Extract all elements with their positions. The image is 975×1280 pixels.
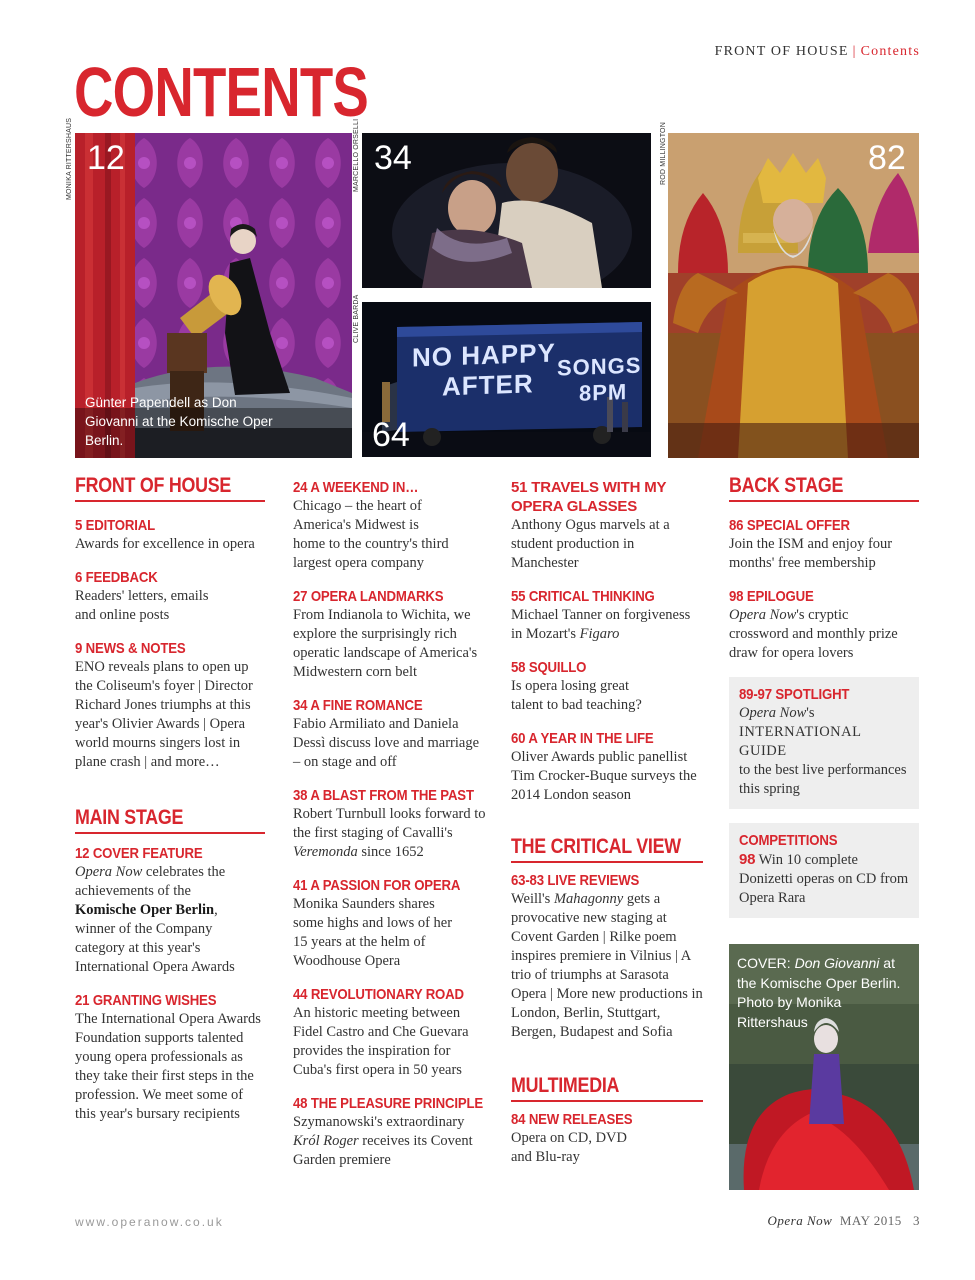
text: Weill's — [511, 891, 554, 907]
italic-text: Don Giovanni — [794, 955, 880, 971]
item-heading: 48 THE PLEASURE PRINCIPLE — [293, 1095, 483, 1112]
item-description — [511, 606, 703, 644]
item-description — [75, 863, 250, 977]
photo-12[interactable] — [75, 133, 352, 458]
column-1 — [75, 474, 265, 1124]
text: Michael Tanner on forgiveness in Mozart's — [511, 607, 691, 642]
item-heading: 24 A WEEKEND IN… — [293, 479, 419, 496]
photo-12-page-number: 12 — [87, 139, 125, 177]
item-heading: 63-83 LIVE REVIEWS — [511, 872, 640, 889]
page-number: 3 — [913, 1213, 920, 1228]
italic-text: Opera Now — [75, 864, 143, 880]
truck-sign-line-3: SONGS — [557, 352, 642, 381]
item-description: ENO reveals plans to open up the Coliseum's foyer | Director Richard Jones triumphs at this year's Olivier Awards | Opera world mourns singers lost in plane crash | and more… — [75, 659, 253, 770]
text: to the best live performances this spring — [739, 762, 907, 797]
item-new-releases[interactable] — [511, 1110, 703, 1167]
section-heading-multimedia: MULTIMEDIA — [511, 1074, 703, 1102]
item-heading: 12 COVER FEATURE — [75, 845, 203, 862]
item-description: Is opera losing great talent to bad teaching? — [511, 678, 642, 713]
page-number: 98 — [739, 851, 756, 868]
italic-text: Veremonda — [293, 844, 358, 860]
italic-text: Mahagonny — [553, 891, 624, 907]
item-pleasure-principle[interactable] — [293, 1094, 488, 1170]
item-description: Monika Saunders shares some highs and lows of her 15 years at the helm of Woodhouse Opera — [293, 896, 453, 969]
photo-credit-12: MONIKA RITTERSHAUS — [66, 117, 73, 200]
item-year-in-life[interactable] — [511, 729, 703, 805]
section-heading-main-stage: MAIN STAGE — [75, 806, 265, 834]
truck-sign-line-1: NO HAPPY — [412, 337, 556, 373]
item-special-offer[interactable] — [729, 516, 919, 573]
item-description: Chicago – the heart of America's Midwest is home to the country's third largest opera company — [293, 498, 449, 571]
item-passion-for-opera[interactable] — [293, 876, 488, 971]
text: celebrates the achievements of the — [75, 864, 226, 899]
item-travels[interactable] — [511, 478, 703, 573]
item-feedback[interactable] — [75, 568, 265, 625]
item-heading: 84 NEW RELEASES — [511, 1111, 633, 1128]
text: gets a provocative new staging at Covent Garden | Rilke poem inspires premiere in Vilnius | A trio of triumphs at Sarasota Opera | More new productions in London, Berlin, Stuttgart, Bergen, Budapest and Sofia — [511, 891, 703, 1040]
photo-82[interactable] — [668, 133, 919, 458]
italic-text: Opera Now — [729, 607, 797, 623]
item-heading: 98 EPILOGUE — [729, 588, 814, 605]
item-description — [739, 704, 909, 799]
competitions-box[interactable] — [729, 823, 919, 918]
item-heading: 21 GRANTING WISHES — [75, 992, 217, 1009]
item-description: The International Opera Awards Foundation supports talented young opera professionals as they take their first steps in the profession. We meet some of this year's bursary recipients — [75, 1011, 261, 1122]
item-description — [739, 850, 909, 908]
item-opera-landmarks[interactable] — [293, 587, 488, 682]
text: receives its Covent Garden premiere — [293, 1133, 473, 1168]
item-description: Readers' letters, emails and online posts — [75, 588, 209, 623]
item-heading: 58 SQUILLO — [511, 659, 587, 676]
text: Szymanowski's extraordinary — [293, 1114, 465, 1130]
item-heading: 34 A FINE ROMANCE — [293, 697, 423, 714]
text: 's — [806, 705, 815, 721]
photo-credit-64: CLIVE BARDA — [353, 294, 360, 343]
text: Win 10 complete Donizetti operas on CD from Opera Rara — [739, 852, 909, 906]
spotlight-box[interactable] — [729, 677, 919, 809]
item-heading: 6 FEEDBACK — [75, 569, 158, 586]
item-description: Awards for excellence in opera — [75, 536, 255, 552]
column-2 — [293, 474, 488, 1170]
caps-text: INTERNATIONAL GUIDE — [739, 724, 861, 759]
item-heading: 44 REVOLUTIONARY ROAD — [293, 986, 464, 1003]
text: 's cryptic crossword and monthly prize draw for opera lovers — [729, 607, 898, 661]
subsection-label: Contents — [860, 44, 920, 59]
item-critical-thinking[interactable] — [511, 587, 703, 644]
text: at the Komische Oper Berlin. Photo by Monika Rittershaus — [737, 955, 901, 1030]
photo-credit-34: MARCELLO ORSELLI — [353, 118, 360, 192]
column-3 — [511, 474, 703, 1167]
photo-64[interactable] — [362, 302, 651, 457]
section-label: FRONT OF HOUSE — [714, 44, 849, 59]
italic-text: Opera Now — [739, 705, 807, 721]
item-granting-wishes[interactable] — [75, 991, 265, 1124]
item-description: Oliver Awards public panellist Tim Crocker-Buque surveys the 2014 London season — [511, 749, 697, 803]
cover-caption — [737, 954, 912, 1032]
item-cover-feature[interactable] — [75, 844, 265, 977]
issue-date: MAY 2015 — [839, 1213, 902, 1228]
item-description — [511, 890, 703, 1042]
item-heading: 51 TRAVELS WITH MY OPERA GLASSES — [511, 479, 667, 515]
item-heading: 60 A YEAR IN THE LIFE — [511, 730, 654, 747]
section-heading-back-stage: BACK STAGE — [729, 474, 919, 502]
item-heading: COMPETITIONS — [739, 832, 838, 849]
running-head — [715, 44, 920, 60]
item-heading: 9 NEWS & NOTES — [75, 640, 186, 657]
photo-credit-82: ROD MILLINGTON — [660, 122, 667, 185]
photo-34-page-number: 34 — [374, 139, 412, 177]
truck-sign-left — [412, 337, 556, 402]
truck-sign-line-2: AFTER — [442, 368, 534, 402]
section-heading-critical-view: THE CRITICAL VIEW — [511, 835, 703, 863]
italic-text: Figaro — [579, 626, 620, 642]
item-heading: 89-97 SPOTLIGHT — [739, 686, 850, 703]
item-description — [293, 1113, 488, 1170]
italic-text: Król Roger — [293, 1133, 359, 1149]
separator: | — [852, 44, 857, 59]
item-editorial[interactable] — [75, 516, 265, 554]
text: , winner of the Company category at this year's International Opera Awards — [75, 902, 235, 975]
item-description — [293, 805, 488, 862]
column-4 — [729, 474, 919, 918]
item-heading: 86 SPECIAL OFFER — [729, 517, 850, 534]
item-description: Fabio Armiliato and Daniela Dessì discuss love and marriage – on stage and off — [293, 716, 480, 770]
item-heading: 41 A PASSION FOR OPERA — [293, 877, 461, 894]
item-description: Anthony Ogus marvels at a student production in Manchester — [511, 517, 670, 571]
page-title: CONTENTS — [74, 53, 369, 131]
magazine-name: Opera Now — [767, 1213, 833, 1228]
item-description: An historic meeting between Fidel Castro and Che Guevara provides the inspiration for Cuba's first opera in 50 years — [293, 1005, 469, 1078]
item-live-reviews[interactable] — [511, 871, 703, 1042]
photo-82-page-number: 82 — [868, 139, 906, 177]
item-epilogue[interactable] — [729, 587, 919, 663]
section-heading-front-of-house: FRONT OF HOUSE — [75, 474, 265, 502]
folio — [768, 1213, 920, 1229]
item-heading: 27 OPERA LANDMARKS — [293, 588, 444, 605]
item-fine-romance[interactable] — [293, 696, 488, 772]
item-description: Join the ISM and enjoy four months' free membership — [729, 536, 893, 571]
item-squillo[interactable] — [511, 658, 703, 715]
truck-sign-right — [557, 353, 641, 408]
photo-12-caption: Günter Papendell as Don Giovanni at the Komische Oper Berlin. — [85, 395, 273, 448]
bold-text: Komische Oper Berlin — [75, 902, 215, 918]
cover-photo[interactable] — [729, 944, 919, 1190]
website-url[interactable]: www.operanow.co.uk — [75, 1215, 224, 1229]
text: Robert Turnbull looks forward to the first staging of Cavalli's — [293, 806, 486, 841]
item-blast-from-past[interactable] — [293, 786, 488, 862]
item-news[interactable] — [75, 639, 265, 772]
item-description — [729, 606, 904, 663]
item-revolutionary-road[interactable] — [293, 985, 488, 1080]
text: COVER: — [737, 955, 795, 971]
item-description: Opera on CD, DVD and Blu-ray — [511, 1130, 627, 1165]
item-heading: 55 CRITICAL THINKING — [511, 588, 655, 605]
item-heading: 38 A BLAST FROM THE PAST — [293, 787, 474, 804]
item-weekend[interactable] — [293, 478, 488, 573]
photo-82-image — [668, 133, 919, 458]
item-description: From Indianola to Wichita, we explore the surprisingly rich operatic landscape of America's Midwestern corn belt — [293, 607, 478, 680]
item-heading: 5 EDITORIAL — [75, 517, 155, 534]
photo-64-page-number: 64 — [372, 416, 410, 454]
photo-34[interactable] — [362, 133, 651, 288]
truck-sign-line-4: 8PM — [579, 379, 628, 406]
text: since 1652 — [357, 844, 424, 860]
